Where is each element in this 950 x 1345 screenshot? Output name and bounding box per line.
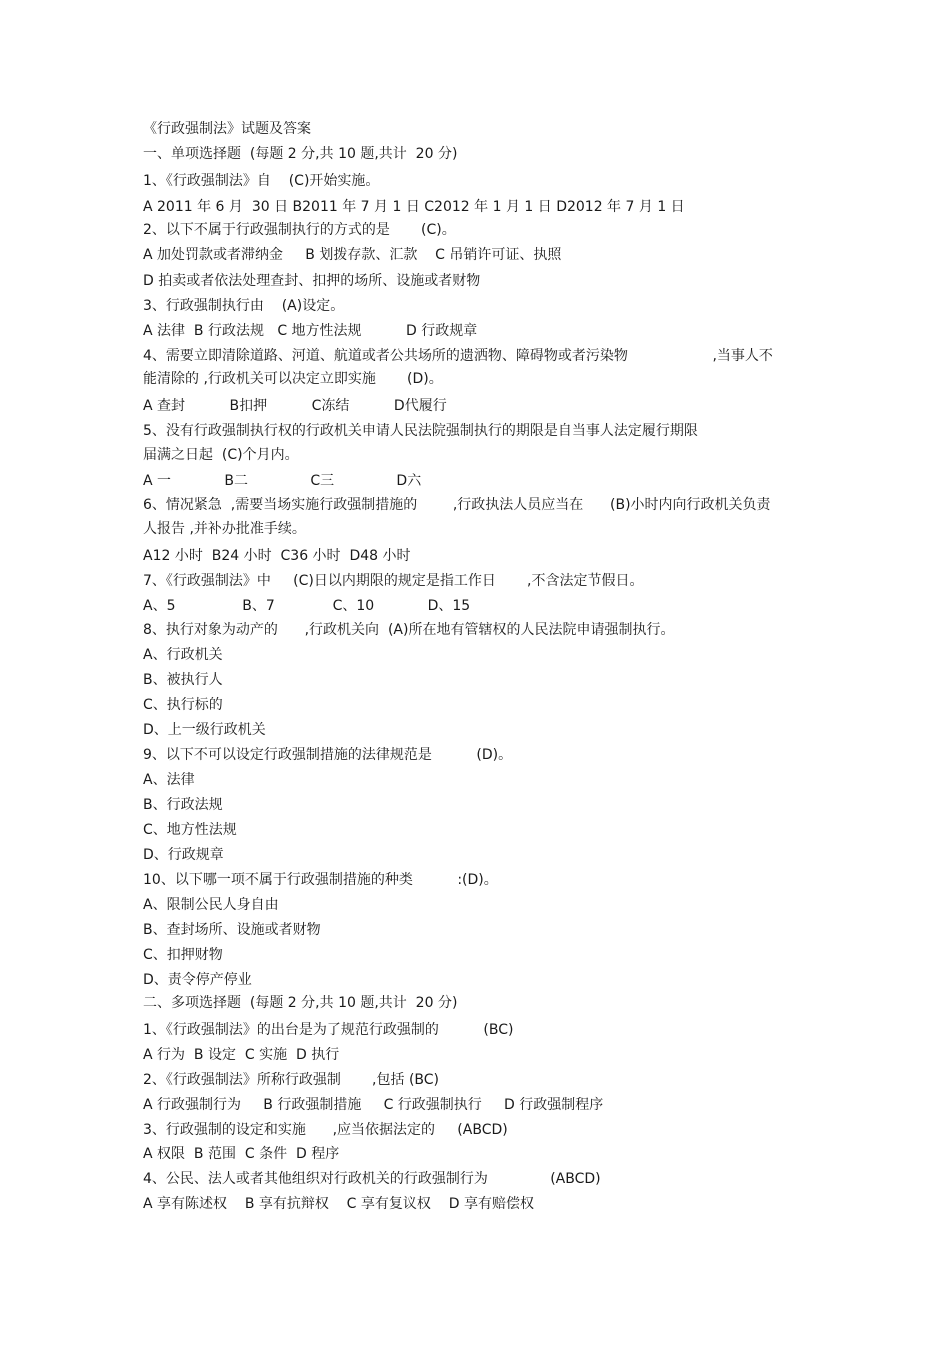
options-line: A 加处罚款或者滞纳金 B 划拨存款、汇款 C 吊销许可证、执照 <box>143 247 562 263</box>
option-item: B、行政法规 <box>143 797 223 813</box>
question-line: 6、情况紧急 ,需要当场实施行政强制措施的 ,行政执法人员应当在 (B)小时内向行政机关负责 <box>143 497 771 513</box>
option-item: D、责令停产停业 <box>143 972 252 988</box>
option-item: C、执行标的 <box>143 697 223 713</box>
option-item: A、限制公民人身自由 <box>143 897 279 913</box>
question-line: 2、以下不属于行政强制执行的方式的是 (C)。 <box>143 222 456 238</box>
question-line: 10、以下哪一项不属于行政强制措施的种类 :(D)。 <box>143 872 498 888</box>
options-line: A 查封 B扣押 C冻结 D代履行 <box>143 398 447 414</box>
question-line: 3、行政强制执行由 (A)设定。 <box>143 298 345 314</box>
question-line: 8、执行对象为动产的 ,行政机关向 (A)所在地有管辖权的人民法院申请强制执行。 <box>143 622 675 638</box>
options-line: A 一 B二 C三 D六 <box>143 473 422 489</box>
section-heading: 一、单项选择题 (每题 2 分,共 10 题,共计 20 分) <box>143 146 458 162</box>
question-line: 能清除的 ,行政机关可以决定立即实施 (D)。 <box>143 371 443 387</box>
options-line: A 权限 B 范围 C 条件 D 程序 <box>143 1146 340 1162</box>
option-item: A、行政机关 <box>143 647 223 663</box>
option-item: C、扣押财物 <box>143 947 223 963</box>
options-line: A 2011 年 6 月 30 日 B2011 年 7 月 1 日 C2012 年 1 月 1 日 D2012 年 7 月 1 日 <box>143 199 685 215</box>
document-title: 《行政强制法》试题及答案 <box>143 121 311 137</box>
question-line: 7、《行政强制法》中 (C)日以内期限的规定是指工作日 ,不含法定节假日。 <box>143 573 644 589</box>
options-line: A、5 B、7 C、10 D、15 <box>143 598 471 614</box>
question-line: 4、需要立即清除道路、河道、航道或者公共场所的遗洒物、障碍物或者污染物 ,当事人不 <box>143 348 773 364</box>
options-line: A12 小时 B24 小时 C36 小时 D48 小时 <box>143 548 411 564</box>
section-heading: 二、多项选择题 (每题 2 分,共 10 题,共计 20 分) <box>143 995 458 1011</box>
question-line: 1、《行政强制法》自 (C)开始实施。 <box>143 173 380 189</box>
question-line: 4、公民、法人或者其他组织对行政机关的行政强制行为 (ABCD) <box>143 1171 601 1187</box>
option-item: A、法律 <box>143 772 195 788</box>
question-line: 2、《行政强制法》所称行政强制 ,包括 (BC) <box>143 1072 440 1088</box>
option-item: B、查封场所、设施或者财物 <box>143 922 321 938</box>
option-item: D、上一级行政机关 <box>143 722 266 738</box>
options-line: A 享有陈述权 B 享有抗辩权 C 享有复议权 D 享有赔偿权 <box>143 1196 534 1212</box>
question-line: 9、以下不可以设定行政强制措施的法律规范是 (D)。 <box>143 747 513 763</box>
question-line: 3、行政强制的设定和实施 ,应当依据法定的 (ABCD) <box>143 1122 508 1138</box>
question-line: 1、《行政强制法》的出台是为了规范行政强制的 (BC) <box>143 1022 514 1038</box>
question-line: 5、没有行政强制执行权的行政机关申请人民法院强制执行的期限是自当事人法定履行期限 <box>143 423 698 439</box>
options-line: A 行为 B 设定 C 实施 D 执行 <box>143 1047 340 1063</box>
option-item: D、行政规章 <box>143 847 224 863</box>
option-item: C、地方性法规 <box>143 822 237 838</box>
option-item: B、被执行人 <box>143 672 223 688</box>
options-line: A 行政强制行为 B 行政强制措施 C 行政强制执行 D 行政强制程序 <box>143 1097 604 1113</box>
options-line: D 拍卖或者依法处理查封、扣押的场所、设施或者财物 <box>143 273 481 289</box>
question-line: 届满之日起 (C)个月内。 <box>143 447 299 463</box>
options-line: A 法律 B 行政法规 C 地方性法规 D 行政规章 <box>143 323 478 339</box>
question-line: 人报告 ,并补办批准手续。 <box>143 521 306 537</box>
